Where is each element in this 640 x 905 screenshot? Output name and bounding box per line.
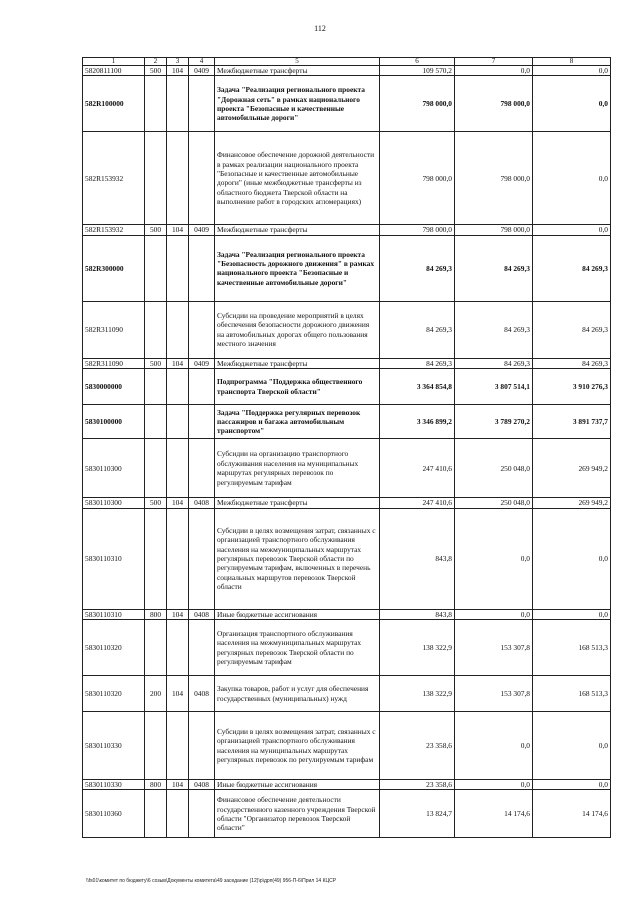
- table-row: [83, 225, 611, 235]
- row-value7-cell: 250 048,0: [455, 498, 533, 508]
- row-value8-cell: 0,0: [533, 780, 611, 790]
- row-col2-cell: [145, 235, 167, 301]
- row-value7-cell: 798 000,0: [455, 76, 533, 132]
- row-description-cell: Субсидии в целях возмещения затрат, связанных с организацией транспортного обслуживания населения на межмуниципальных маршрутах регулярных перевозок Тверской области по регулируемым тарифам, включенных в перечень социальных маршрутов перевозок Тверской области: [215, 508, 380, 609]
- row-col2-cell: 800: [145, 780, 167, 790]
- row-code-cell: 582R311090: [83, 301, 145, 358]
- row-col3-cell: 104: [167, 780, 189, 790]
- row-value7-cell: 0,0: [455, 780, 533, 790]
- budget-table: [82, 57, 611, 838]
- row-value8-cell: 269 949,2: [533, 498, 611, 508]
- row-value6-cell: 798 000,0: [380, 225, 455, 235]
- row-col2-cell: 500: [145, 66, 167, 76]
- table-row: [83, 66, 611, 76]
- row-value7-cell: 798 000,0: [455, 132, 533, 225]
- row-col2-cell: [145, 369, 167, 405]
- row-description-cell: Организация транспортного обслуживания населения на межмуниципальных маршрутах регулярных перевозок Тверской области по регулируемым тарифам: [215, 620, 380, 676]
- row-value8-cell: 84 269,3: [533, 301, 611, 358]
- row-col2-cell: 500: [145, 358, 167, 368]
- row-col4-cell: [189, 405, 215, 439]
- row-code-cell: 5830110310: [83, 508, 145, 609]
- row-col4-cell: [189, 76, 215, 132]
- row-value7-cell: 0,0: [455, 712, 533, 780]
- table-row: [83, 132, 611, 225]
- row-col4-cell: [189, 132, 215, 225]
- row-col4-cell: 0409: [189, 225, 215, 235]
- row-col3-cell: [167, 405, 189, 439]
- row-code-cell: 5830110360: [83, 790, 145, 838]
- row-col4-cell: [189, 235, 215, 301]
- row-col4-cell: [189, 620, 215, 676]
- row-code-cell: 5820811100: [83, 66, 145, 76]
- column-header: 7: [455, 58, 533, 66]
- row-col2-cell: [145, 301, 167, 358]
- row-code-cell: 5830110300: [83, 498, 145, 508]
- row-value8-cell: 269 949,2: [533, 439, 611, 498]
- row-value8-cell: 3 891 737,7: [533, 405, 611, 439]
- row-code-cell: 582R153932: [83, 225, 145, 235]
- row-description-cell: Субсидии в целях возмещения затрат, связанных с организацией транспортного обслуживания населения на муниципальных маршрутах регулярных перевозок по регулируемым тарифам: [215, 712, 380, 780]
- row-description-cell: Задача "Реализация регионального проекта "Дорожная сеть" в рамках национального проекта "Безопасные и качественные автомобильные дороги": [215, 76, 380, 132]
- row-value6-cell: 84 269,3: [380, 358, 455, 368]
- row-description-cell: Задача "Поддержка регулярных перевозок пассажиров и багажа автомобильным транспортом": [215, 405, 380, 439]
- row-value6-cell: 843,8: [380, 508, 455, 609]
- row-description-cell: Иные бюджетные ассигнования: [215, 780, 380, 790]
- row-value8-cell: 0,0: [533, 76, 611, 132]
- row-description-cell: Межбюджетные трансферты: [215, 498, 380, 508]
- row-description-cell: Субсидии на проведение мероприятий в целях обеспечения безопасности дорожного движения на автомобильных дорогах общего пользования местного значения: [215, 301, 380, 358]
- row-description-cell: Закупка товаров, работ и услуг для обеспечения государственных (муниципальных) нужд: [215, 676, 380, 712]
- row-value6-cell: 23 358,6: [380, 712, 455, 780]
- row-col2-cell: [145, 712, 167, 780]
- row-value8-cell: 168 513,3: [533, 676, 611, 712]
- row-col2-cell: 800: [145, 609, 167, 619]
- row-value8-cell: 84 269,3: [533, 358, 611, 368]
- row-code-cell: 582R100000: [83, 76, 145, 132]
- column-header-row: [83, 58, 611, 66]
- row-col4-cell: 0408: [189, 498, 215, 508]
- row-col2-cell: 200: [145, 676, 167, 712]
- row-col3-cell: [167, 620, 189, 676]
- row-value6-cell: 138 322,9: [380, 676, 455, 712]
- row-value7-cell: 3 807 514,1: [455, 369, 533, 405]
- table-row: [83, 498, 611, 508]
- row-description-cell: Межбюджетные трансферты: [215, 358, 380, 368]
- row-value8-cell: 0,0: [533, 132, 611, 225]
- row-value7-cell: 0,0: [455, 508, 533, 609]
- row-code-cell: 5830100000: [83, 405, 145, 439]
- row-code-cell: 5830000000: [83, 369, 145, 405]
- row-code-cell: 5830110300: [83, 439, 145, 498]
- row-col4-cell: 0408: [189, 676, 215, 712]
- row-description-cell: Задача "Реализация регионального проекта "Безопасность дорожного движения" в рамках национального проекта "Безопасные и качественные автомобильные дороги": [215, 235, 380, 301]
- row-col3-cell: 104: [167, 66, 189, 76]
- row-code-cell: 5830110320: [83, 620, 145, 676]
- row-description-cell: Финансовое обеспечение деятельности государственного казенного учреждения Тверской области "Организатор перевозок Тверской области": [215, 790, 380, 838]
- table-row: [83, 235, 611, 301]
- row-col3-cell: [167, 790, 189, 838]
- row-col2-cell: 500: [145, 498, 167, 508]
- column-header: 5: [215, 58, 380, 66]
- row-col2-cell: [145, 76, 167, 132]
- row-col3-cell: 104: [167, 358, 189, 368]
- row-description-cell: Межбюджетные трансферты: [215, 66, 380, 76]
- row-col4-cell: [189, 508, 215, 609]
- row-value7-cell: 153 307,8: [455, 620, 533, 676]
- row-col2-cell: [145, 132, 167, 225]
- row-value6-cell: 798 000,0: [380, 132, 455, 225]
- row-value8-cell: 0,0: [533, 609, 611, 619]
- row-col3-cell: [167, 235, 189, 301]
- row-col4-cell: 0409: [189, 358, 215, 368]
- row-value7-cell: 3 789 270,2: [455, 405, 533, 439]
- column-header: 2: [145, 58, 167, 66]
- row-col3-cell: 104: [167, 676, 189, 712]
- row-col3-cell: [167, 439, 189, 498]
- column-header: 8: [533, 58, 611, 66]
- row-code-cell: 582R300000: [83, 235, 145, 301]
- row-value6-cell: 84 269,3: [380, 301, 455, 358]
- row-code-cell: 5830110330: [83, 780, 145, 790]
- row-value7-cell: 14 174,6: [455, 790, 533, 838]
- row-col4-cell: 0408: [189, 780, 215, 790]
- table-row: [83, 676, 611, 712]
- column-header: 1: [83, 58, 145, 66]
- row-description-cell: Межбюджетные трансферты: [215, 225, 380, 235]
- row-col2-cell: 500: [145, 225, 167, 235]
- row-code-cell: 582R153932: [83, 132, 145, 225]
- column-header: 6: [380, 58, 455, 66]
- row-value7-cell: 0,0: [455, 66, 533, 76]
- row-col3-cell: [167, 508, 189, 609]
- row-value8-cell: 84 269,3: [533, 235, 611, 301]
- row-value8-cell: 3 910 276,3: [533, 369, 611, 405]
- row-col4-cell: 0409: [189, 66, 215, 76]
- row-value7-cell: 0,0: [455, 609, 533, 619]
- row-col3-cell: [167, 76, 189, 132]
- row-code-cell: 5830110310: [83, 609, 145, 619]
- table-row: [83, 790, 611, 838]
- row-col2-cell: [145, 439, 167, 498]
- page-number: 112: [314, 24, 326, 33]
- row-value6-cell: 798 000,0: [380, 76, 455, 132]
- row-col2-cell: [145, 405, 167, 439]
- row-value6-cell: 247 410,6: [380, 498, 455, 508]
- row-value6-cell: 109 570,2: [380, 66, 455, 76]
- row-value6-cell: 247 410,6: [380, 439, 455, 498]
- row-value6-cell: 3 346 899,2: [380, 405, 455, 439]
- table-row: [83, 358, 611, 368]
- table-row: [83, 369, 611, 405]
- row-value6-cell: 138 322,9: [380, 620, 455, 676]
- row-code-cell: 5830110320: [83, 676, 145, 712]
- table-row: [83, 301, 611, 358]
- table-row: [83, 620, 611, 676]
- file-path-footer: \\fs01\комитет по бюджету\6 созыв\Документы комитета\49 заседание (12)\р\дрп(49) 956-П-6\Прил 14 КЦСР: [86, 878, 337, 884]
- row-col4-cell: [189, 712, 215, 780]
- row-value8-cell: 0,0: [533, 508, 611, 609]
- row-value6-cell: 3 364 854,8: [380, 369, 455, 405]
- table-row: [83, 76, 611, 132]
- row-value8-cell: 0,0: [533, 712, 611, 780]
- row-col4-cell: [189, 301, 215, 358]
- row-col3-cell: [167, 369, 189, 405]
- row-col3-cell: [167, 712, 189, 780]
- row-value6-cell: 843,8: [380, 609, 455, 619]
- column-header: 4: [189, 58, 215, 66]
- row-description-cell: Иные бюджетные ассигнования: [215, 609, 380, 619]
- table-row: [83, 405, 611, 439]
- row-col4-cell: [189, 369, 215, 405]
- row-value8-cell: 0,0: [533, 66, 611, 76]
- row-value8-cell: 168 513,3: [533, 620, 611, 676]
- table-row: [83, 609, 611, 619]
- row-col3-cell: 104: [167, 609, 189, 619]
- row-col2-cell: [145, 508, 167, 609]
- row-col2-cell: [145, 790, 167, 838]
- row-value7-cell: 798 000,0: [455, 225, 533, 235]
- row-col3-cell: [167, 301, 189, 358]
- row-col2-cell: [145, 620, 167, 676]
- row-value7-cell: 84 269,3: [455, 235, 533, 301]
- column-header: 3: [167, 58, 189, 66]
- table-row: [83, 439, 611, 498]
- row-col3-cell: [167, 132, 189, 225]
- row-description-cell: Субсидии на организацию транспортного обслуживания населения на муниципальных маршрутах регулярных перевозок по регулируемым тарифам: [215, 439, 380, 498]
- row-description-cell: Финансовое обеспечение дорожной деятельности в рамках реализации национального проекта "Безопасные и качественные автомобильные дороги" (иные межбюджетные трансферты из областного бюджета Тверской области на выполнение работ в городских агломерациях): [215, 132, 380, 225]
- row-code-cell: 5830110330: [83, 712, 145, 780]
- row-description-cell: Подпрограмма "Поддержка общественного транспорта Тверской области": [215, 369, 380, 405]
- table-row: [83, 780, 611, 790]
- row-value7-cell: 153 307,8: [455, 676, 533, 712]
- row-value8-cell: 0,0: [533, 225, 611, 235]
- row-value6-cell: 23 358,6: [380, 780, 455, 790]
- row-value8-cell: 14 174,6: [533, 790, 611, 838]
- row-value6-cell: 84 269,3: [380, 235, 455, 301]
- row-value7-cell: 84 269,3: [455, 358, 533, 368]
- row-col3-cell: 104: [167, 225, 189, 235]
- row-value7-cell: 84 269,3: [455, 301, 533, 358]
- row-value6-cell: 13 824,7: [380, 790, 455, 838]
- row-col3-cell: 104: [167, 498, 189, 508]
- table-row: [83, 508, 611, 609]
- row-col4-cell: 0408: [189, 609, 215, 619]
- table-row: [83, 712, 611, 780]
- row-code-cell: 582R311090: [83, 358, 145, 368]
- row-col4-cell: [189, 439, 215, 498]
- row-value7-cell: 250 048,0: [455, 439, 533, 498]
- row-col4-cell: [189, 790, 215, 838]
